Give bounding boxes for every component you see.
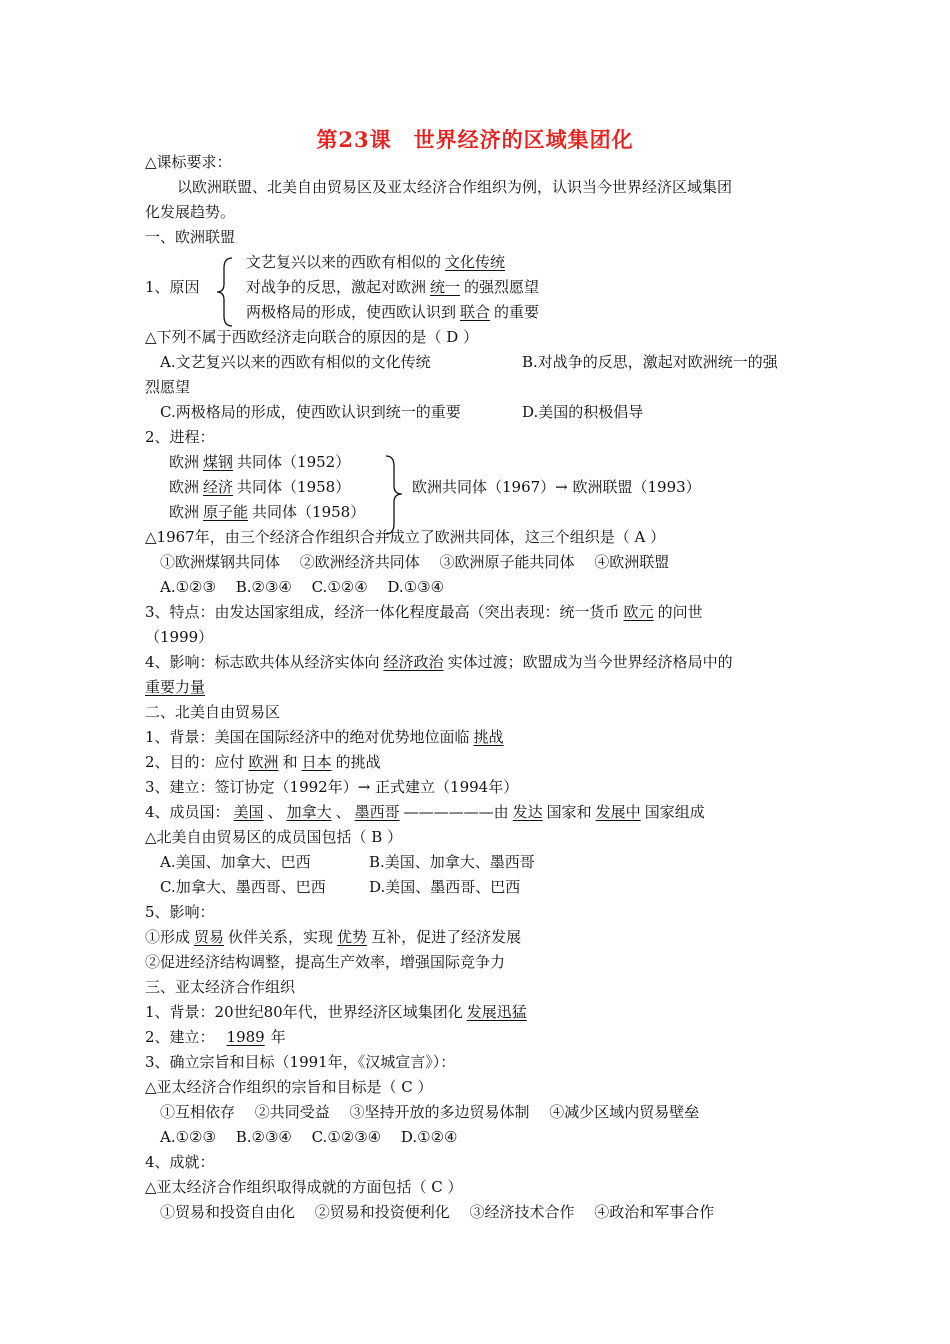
nafta-background: 1、背景：美国在国际经济中的绝对优势地位面临 挑战 — [145, 728, 504, 746]
process-item-1: 欧洲 煤钢 共同体（1952） — [169, 453, 351, 471]
question-1-option-a: A.文艺复兴以来的西欧有相似的文化传统 — [160, 353, 431, 371]
apec-establish: 2、建立： 1989 年 — [145, 1028, 286, 1046]
nafta-establish: 3、建立：签订协定（1992年）→ 正式建立（1994年） — [145, 778, 519, 796]
curriculum-text-cont: 化发展趋势。 — [145, 203, 236, 221]
section-heading-eu: 一、欧洲联盟 — [145, 228, 236, 246]
question-3-option-b: B.美国、加拿大、墨西哥 — [369, 853, 535, 871]
nafta-purpose: 2、目的：应付 欧洲 和 日本 的挑战 — [145, 753, 381, 771]
question-3: △北美自由贸易区的成员国包括（ B ） — [145, 828, 403, 846]
reason-2: 对战争的反思，激起对欧洲 统一 的强烈愿望 — [246, 278, 540, 296]
features-line-cont: （1999） — [145, 628, 214, 646]
section-heading-apec: 三、亚太经济合作组织 — [145, 978, 296, 996]
nafta-impact-2: ②促进经济结构调整，提高生产效率，增强国际竞争力 — [145, 953, 506, 971]
apec-aims: 3、确立宗旨和目标（1991年，《汉城宣言》）： — [145, 1053, 456, 1071]
curriculum-heading: △课标要求： — [145, 153, 232, 171]
impact-line-cont: 重要力量 — [145, 678, 206, 696]
process-result: 欧洲共同体（1967）→ 欧洲联盟（1993） — [412, 478, 701, 496]
question-3-option-c: C.加拿大、墨西哥、巴西 — [160, 878, 326, 896]
question-4-options: A.①②③ B.②③④ C.①②③④ D.①②④ — [160, 1128, 458, 1146]
curriculum-text: 以欧洲联盟、北美自由贸易区及亚太经济合作组织为例，认识当今世界经济区域集团 — [177, 178, 733, 196]
apec-background: 1、背景：20世纪80年代，世界经济区域集团化 发展迅猛 — [145, 1003, 527, 1021]
section-heading-nafta: 二、北美自由贸易区 — [145, 703, 281, 721]
right-brace-icon — [382, 454, 406, 536]
question-1-option-d: D.美国的积极倡导 — [522, 403, 644, 421]
process-item-2: 欧洲 经济 共同体（1958） — [169, 478, 351, 496]
question-2-items: ①欧洲煤钢共同体 ②欧洲经济共同体 ③欧洲原子能共同体 ④欧洲联盟 — [160, 553, 670, 571]
page-title: 第23课 世界经济的区域集团化 — [316, 127, 634, 152]
question-3-option-d: D.美国、墨西哥、巴西 — [369, 878, 521, 896]
nafta-impact-label: 5、影响： — [145, 903, 215, 921]
features-line: 3、特点：由发达国家组成，经济一体化程度最高（突出表现：统一货币 欧元 的问世 — [145, 603, 703, 621]
reason-1: 文艺复兴以来的西欧有相似的 文化传统 — [246, 253, 506, 271]
left-brace-icon — [214, 256, 236, 328]
question-4-items: ①互相依存 ②共同受益 ③坚持开放的多边贸易体制 ④减少区域内贸易壁垒 — [160, 1103, 700, 1121]
reasons-label: 1、原因 — [145, 278, 200, 296]
question-5-items: ①贸易和投资自由化 ②贸易和投资便利化 ③经济技术合作 ④政治和军事合作 — [160, 1203, 715, 1221]
question-1-option-c: C.两极格局的形成，使西欧认识到统一的重要 — [160, 403, 461, 421]
question-4: △亚太经济合作组织的宗旨和目标是（ C ） — [145, 1078, 433, 1096]
process-label: 2、进程： — [145, 428, 215, 446]
nafta-members: 4、成员国： 美国 、 加拿大 、 墨西哥 ——————由 发达 国家和 发展中 国家组成 — [145, 803, 705, 821]
question-2: △1967年，由三个经济合作组织合并成立了欧洲共同体，这三个组织是（ A ） — [145, 528, 666, 546]
reason-3: 两极格局的形成，使西欧认识到 联合 的重要 — [246, 303, 540, 321]
process-item-3: 欧洲 原子能 共同体（1958） — [169, 503, 366, 521]
question-1: △下列不属于西欧经济走向联合的原因的是（ D ） — [145, 328, 479, 346]
nafta-impact-1: ①形成 贸易 伙伴关系，实现 优势 互补，促进了经济发展 — [145, 928, 522, 946]
question-1-option-b-cont: 烈愿望 — [145, 378, 191, 396]
question-2-options: A.①②③ B.②③④ C.①②④ D.①③④ — [160, 578, 445, 596]
question-5: △亚太经济合作组织取得成就的方面包括（ C ） — [145, 1178, 463, 1196]
impact-line: 4、影响：标志欧共体从经济实体向 经济政治 实体过渡；欧盟成为当今世界经济格局中的 — [145, 653, 733, 671]
question-1-option-b: B.对战争的反思，激起对欧洲统一的强 — [522, 353, 778, 371]
question-3-option-a: A.美国、加拿大、巴西 — [160, 853, 311, 871]
apec-achievements: 4、成就： — [145, 1153, 215, 1171]
